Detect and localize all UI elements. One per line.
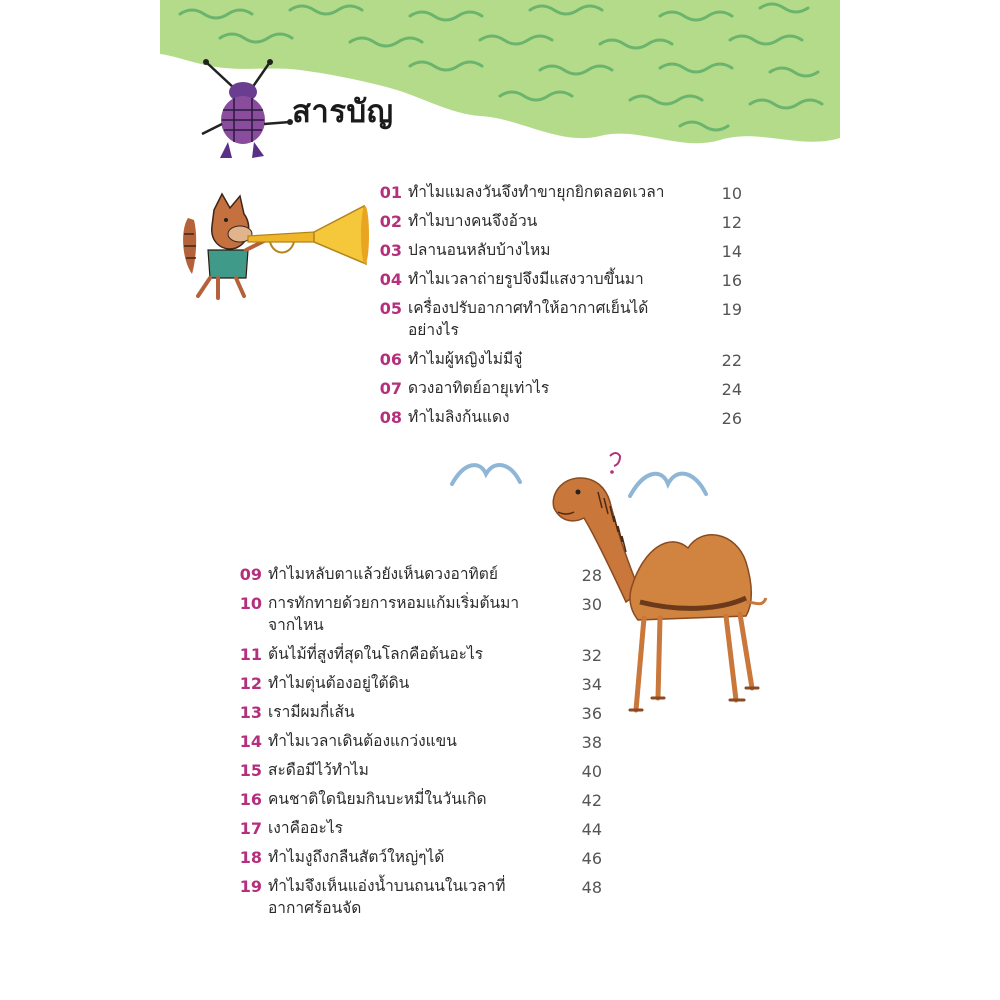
toc-entry-page-number: 38 — [581, 733, 602, 752]
toc-entry-title: ทำไมลิงก้นแดง — [408, 408, 510, 426]
toc-entry-title: ทำไมงูถึงกลืนสัตว์ใหญ่ๆได้ — [268, 848, 445, 866]
toc-entry-title: ทำไมผู้หญิงไม่มีจู๋ — [408, 350, 523, 368]
toc-entry-page-number: 30 — [581, 595, 602, 614]
toc-entry-number: 01 — [379, 183, 402, 202]
toc-entry-page-number: 22 — [721, 351, 742, 370]
toc-entry[interactable] — [232, 563, 602, 585]
toc-entry-number: 16 — [239, 790, 262, 809]
toc-entry-title: ดวงอาทิตย์อายุเท่าไร — [408, 379, 550, 397]
beetle-illustration — [198, 58, 298, 168]
toc-entry-page-number: 26 — [721, 409, 742, 428]
toc-entry-page-number: 10 — [721, 184, 742, 203]
toc-entry-title: ทำไมแมลงวันจึงทำขายุกยิกตลอดเวลา — [408, 183, 665, 201]
toc-entry[interactable] — [372, 377, 742, 399]
toc-entry-number: 13 — [239, 703, 262, 722]
toc-entry-number: 03 — [379, 241, 402, 260]
bird-illustration — [450, 456, 522, 486]
toc-entry-number: 12 — [239, 674, 262, 693]
toc-entry-title: ทำไมเวลาเดินต้องแกว่งแขน — [268, 732, 457, 750]
toc-entry-page-number: 36 — [581, 704, 602, 723]
toc-entry-title: ทำไมหลับตาแล้วยังเห็นดวงอาทิตย์ — [268, 565, 498, 583]
toc-entry[interactable] — [232, 759, 602, 781]
toc-entry[interactable] — [232, 672, 602, 694]
toc-entry-title: สะดือมีไว้ทำไม — [268, 761, 369, 779]
toc-entry-number: 18 — [239, 848, 262, 867]
toc-entry-number: 07 — [379, 379, 402, 398]
toc-entry-page-number: 48 — [581, 878, 602, 897]
table-of-contents-upper — [372, 181, 742, 435]
toc-entry-page-number: 19 — [721, 300, 742, 319]
table-of-contents-lower — [232, 563, 602, 926]
toc-entry-number: 10 — [239, 594, 262, 613]
toc-entry-page-number: 28 — [581, 566, 602, 585]
toc-entry-number: 06 — [379, 350, 402, 369]
toc-entry-title: ทำไมจึงเห็นแอ่งน้ำบนถนนในเวลาที่อากาศร้อนจัด — [268, 877, 506, 917]
toc-entry-page-number: 32 — [581, 646, 602, 665]
toc-entry[interactable] — [372, 181, 742, 203]
toc-entry-number: 15 — [239, 761, 262, 780]
toc-entry[interactable] — [372, 406, 742, 428]
toc-entry[interactable] — [232, 730, 602, 752]
toc-entry-number: 08 — [379, 408, 402, 427]
toc-entry-title: ทำไมบางคนจึงอ้วน — [408, 212, 538, 230]
toc-entry-number: 19 — [239, 877, 262, 896]
toc-entry-page-number: 12 — [721, 213, 742, 232]
toc-entry[interactable] — [372, 268, 742, 290]
toc-entry-number: 04 — [379, 270, 402, 289]
toc-entry-number: 14 — [239, 732, 262, 751]
toc-entry-title: เรามีผมกี่เส้น — [268, 703, 355, 721]
toc-entry-title: ปลานอนหลับบ้างไหม — [408, 241, 551, 259]
toc-entry[interactable] — [232, 701, 602, 723]
toc-entry-page-number: 16 — [721, 271, 742, 290]
book-page — [160, 0, 840, 1000]
toc-entry[interactable] — [232, 788, 602, 810]
toc-entry-title: การทักทายด้วยการหอมแก้มเริ่มต้นมาจากไหน — [268, 594, 520, 634]
toc-entry-page-number: 24 — [721, 380, 742, 399]
toc-entry[interactable] — [372, 210, 742, 232]
toc-entry-number: 09 — [239, 565, 262, 584]
toc-entry[interactable] — [232, 817, 602, 839]
fox-trumpet-illustration — [174, 190, 374, 310]
toc-entry-title: เงาคืออะไร — [268, 819, 344, 837]
toc-entry-title: ต้นไม้ที่สูงที่สุดในโลกคือต้นอะไร — [268, 645, 484, 663]
toc-entry-page-number: 44 — [581, 820, 602, 839]
toc-entry-title: ทำไมเวลาถ่ายรูปจึงมีแสงวาบขึ้นมา — [408, 270, 644, 288]
toc-entry[interactable] — [372, 239, 742, 261]
toc-entry-title: ทำไมตุ่นต้องอยู่ใต้ดิน — [268, 674, 410, 692]
toc-entry-page-number: 34 — [581, 675, 602, 694]
page-title: สารบัญ — [292, 94, 394, 130]
toc-entry-number: 11 — [239, 645, 262, 664]
toc-entry-page-number: 46 — [581, 849, 602, 868]
toc-entry-title: เครื่องปรับอากาศทำให้อากาศเย็นได้อย่างไร — [408, 299, 649, 339]
toc-entry-number: 02 — [379, 212, 402, 231]
toc-entry[interactable] — [232, 643, 602, 665]
toc-entry-number: 05 — [379, 299, 402, 318]
toc-entry-page-number: 40 — [581, 762, 602, 781]
toc-entry-title: คนชาติใดนิยมกินบะหมี่ในวันเกิด — [268, 790, 487, 808]
toc-entry-page-number: 42 — [581, 791, 602, 810]
toc-entry-page-number: 14 — [721, 242, 742, 261]
toc-entry[interactable] — [232, 592, 602, 636]
toc-entry[interactable] — [232, 875, 602, 919]
toc-entry[interactable] — [232, 846, 602, 868]
toc-entry[interactable] — [372, 297, 742, 341]
toc-entry[interactable] — [372, 348, 742, 370]
toc-entry-number: 17 — [239, 819, 262, 838]
